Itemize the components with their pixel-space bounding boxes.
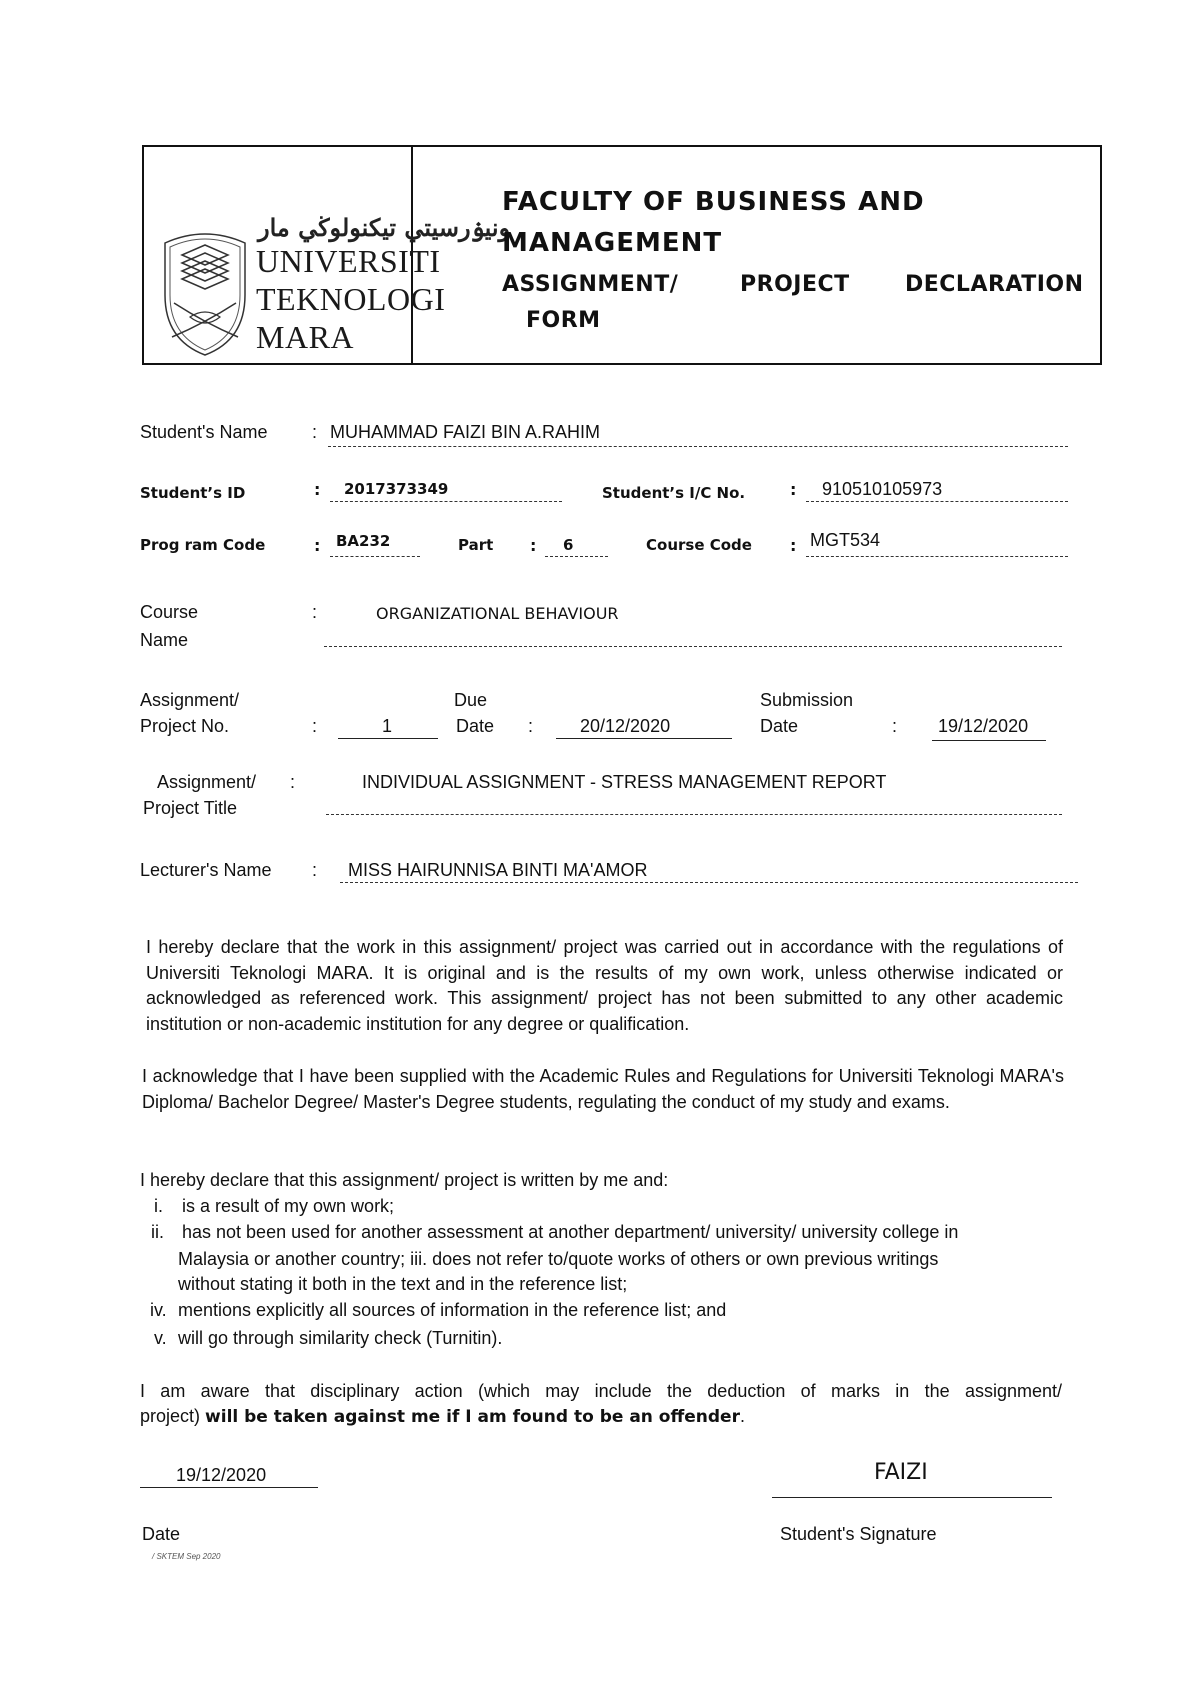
list-item: is a result of my own work; [182, 1196, 395, 1216]
submission-underline [932, 740, 1046, 741]
lecturer-value: MISS HAIRUNNISA BINTI MA'AMOR [348, 860, 648, 880]
colon: : [528, 716, 534, 736]
colon: : [892, 716, 898, 736]
form-title-word-1: ASSIGNMENT/ [502, 272, 679, 297]
logo-jawi-text: ونيۏرسيتي تيكنولوڬي مار [258, 213, 511, 242]
part-underline [545, 556, 608, 557]
colon: : [790, 536, 797, 555]
declaration-paragraph-2 [142, 1064, 1064, 1115]
form-title-line-2: FORM [526, 308, 601, 333]
list-item-continuation: Malaysia or another country; iii. does not refer to/quote works of others or own previous writings [178, 1249, 939, 1269]
colon: : [312, 422, 318, 442]
list-item: will go through similarity check (Turnitin). [178, 1328, 503, 1348]
assignment-no-label-1: Assignment/ [140, 690, 240, 710]
student-name-underline [328, 446, 1068, 447]
logo-line-2: TEKNOLOGI [256, 281, 446, 317]
declaration-paragraph-2-text: I acknowledge that I have been supplied with the Academic Rules and Regulations for Universiti Teknologi MARA's Diploma/ Bachelor Degree/ Master's Degree students, regulating the conduct of my study and exams. [142, 1066, 1064, 1112]
logo-line-1: UNIVERSITI [256, 243, 441, 279]
faculty-title-line-2: MANAGEMENT [502, 228, 723, 258]
awareness-bold-text: will be taken against me if I am found to be an offender [205, 1407, 740, 1427]
date-label: Date [142, 1524, 181, 1544]
ic-value: 910510105973 [822, 479, 943, 499]
course-name-label-2: Name [140, 630, 189, 650]
colon: : [312, 716, 318, 736]
lecturer-underline [340, 882, 1078, 883]
part-label: Part [458, 536, 494, 554]
colon: : [530, 536, 537, 555]
date-value: 19/12/2020 [176, 1465, 267, 1485]
title-label-2: Project Title [143, 798, 238, 818]
form-title-word-2: PROJECT [740, 272, 850, 297]
due-label-2: Date [456, 716, 495, 736]
logo-line-3: MARA [256, 319, 355, 355]
list-item-number: ii. [151, 1222, 164, 1242]
signature-value: FAIZI [874, 1460, 928, 1485]
list-item-number: i. [154, 1196, 163, 1216]
awareness-line-1: I am aware that disciplinary action (which may include the deduction of marks in the assignment/ [140, 1381, 1062, 1401]
form-title-word-3: DECLARATION [905, 272, 1084, 297]
course-code-underline [806, 556, 1068, 557]
uitm-logo [160, 213, 511, 360]
colon: : [314, 536, 321, 555]
lecturer-label: Lecturer's Name [140, 860, 272, 880]
course-name-underline [324, 646, 1062, 647]
assignment-no-value: 1 [382, 716, 393, 736]
awareness-line-2 [140, 1406, 745, 1427]
program-code-value: BA232 [336, 532, 391, 550]
awareness-end: . [739, 1406, 745, 1426]
colon: : [312, 860, 318, 880]
part-value: 6 [563, 536, 574, 554]
student-name-label: Student's Name [140, 422, 268, 442]
course-code-value: MGT534 [810, 530, 881, 550]
due-label-1: Due [454, 690, 488, 710]
signature-label: Student's Signature [780, 1524, 937, 1544]
colon: : [312, 602, 318, 622]
colon: : [290, 772, 296, 792]
date-underline [140, 1487, 318, 1488]
submission-value: 19/12/2020 [938, 716, 1029, 736]
student-name-value: MUHAMMAD FAIZI BIN A.RAHIM [330, 422, 601, 442]
declaration-paragraph-1 [146, 935, 1063, 1037]
course-name-label-1: Course [140, 602, 199, 622]
student-id-value: 2017373349 [344, 480, 449, 498]
list-item-continuation: without stating it both in the text and in the reference list; [178, 1274, 628, 1294]
title-value: INDIVIDUAL ASSIGNMENT - STRESS MANAGEMENT REPORT [362, 772, 887, 792]
student-id-underline [330, 501, 562, 502]
course-code-label: Course Code [646, 536, 752, 554]
title-underline [326, 814, 1062, 815]
faculty-title-line-1: FACULTY OF BUSINESS AND [502, 187, 925, 217]
due-underline [556, 738, 732, 739]
title-label-1: Assignment/ [157, 772, 257, 792]
declaration-paragraph-1-text: I hereby declare that the work in this assignment/ project was carried out in accordance with the regulations of Universiti Teknologi MARA. It is original and is the results of my own work, unless otherwise indicated or acknowledged as referenced work. This assignment/ project has not been submitted to any other academic institution or non-academic institution for any degree or qualification. [146, 937, 1063, 1034]
program-code-label: Prog ram Code [140, 536, 266, 554]
declaration-intro: I hereby declare that this assignment/ project is written by me and: [140, 1170, 669, 1190]
student-id-label: Student’s ID [140, 484, 246, 502]
course-name-value: ORGANIZATIONAL BEHAVIOUR [376, 604, 619, 623]
colon: : [314, 480, 321, 499]
colon: : [790, 480, 797, 499]
due-value: 20/12/2020 [580, 716, 671, 736]
assignment-no-label-2: Project No. [140, 716, 230, 736]
list-item: mentions explicitly all sources of information in the reference list; and [178, 1300, 727, 1320]
program-code-underline [330, 556, 420, 557]
ic-underline [806, 501, 1068, 502]
awareness-text: project) [140, 1406, 206, 1426]
ic-label: Student’s I/C No. [602, 484, 746, 502]
submission-label-1: Submission [760, 690, 854, 710]
assignment-no-underline [338, 738, 438, 739]
list-item-number: v. [154, 1328, 167, 1348]
list-item-number: iv. [150, 1300, 167, 1320]
signature-underline [772, 1497, 1052, 1498]
submission-label-2: Date [760, 716, 799, 736]
footer-note: / SKTEM Sep 2020 [152, 1552, 221, 1561]
list-item: has not been used for another assessment at another department/ university/ university college in [182, 1222, 959, 1242]
